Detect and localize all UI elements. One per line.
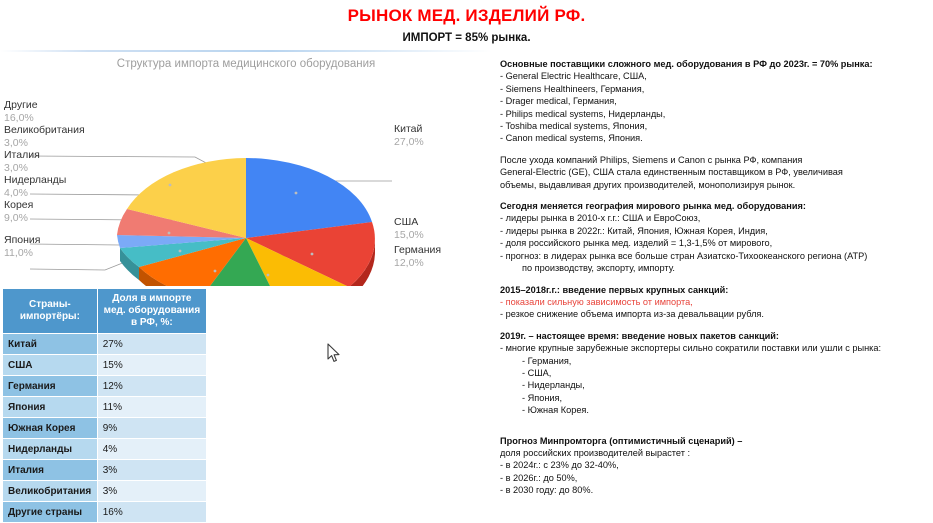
notes-s6-item: - в 2024г.: с 23% до 32-40%,	[500, 460, 619, 471]
page-title: РЫНОК МЕД. ИЗДЕЛИЙ РФ.	[347, 6, 586, 25]
cell-share: 3%	[97, 481, 206, 502]
table-row[interactable]	[3, 355, 207, 376]
notes-s1-heading: Основные поставщики сложного мед. оборудования в РФ до 2023г. = 70% рынка:	[500, 59, 873, 69]
notes-s4-item: - резкое снижение объема импорта из-за девальвации рубля.	[500, 309, 764, 320]
notes-s5-item: - Южная Корея.	[522, 405, 589, 416]
notes-s3-item: - лидеры рынка в 2022г.: Китай, Япония, Южная Корея, Индия,	[500, 225, 768, 236]
cell-country: Великобритания	[3, 481, 98, 502]
notes-s5-item: - Япония,	[522, 392, 563, 403]
table-row[interactable]	[3, 502, 207, 523]
notes-s5-lead: - многие крупные зарубежные экспортеры сильно сократили поставки или ушли с рынка:	[500, 343, 882, 354]
cell-country: Италия	[3, 460, 98, 481]
cell-country: Япония	[3, 397, 98, 418]
notes-s5-item: - Германия,	[522, 355, 572, 366]
table-row[interactable]	[3, 481, 207, 502]
pie-label-germany: Германия 12,0%	[394, 244, 442, 269]
spacer	[500, 426, 933, 435]
notes-s5-heading: 2019г. – настоящее время: введение новых пакетов санкций:	[500, 330, 779, 341]
pie-chart-card[interactable]	[0, 50, 492, 286]
cell-share: 15%	[97, 355, 206, 376]
chart-title: Структура импорта медицинского оборудования	[116, 58, 376, 70]
notes-s1-item: - Philips medical systems, Нидерланды,	[500, 108, 666, 119]
cell-country: Южная Корея	[3, 418, 98, 439]
notes-s1-item: - Toshiba medical systems, Япония,	[500, 121, 648, 132]
table-row[interactable]	[3, 460, 207, 481]
pie-label-netherlands: Нидерланды 4,0%	[4, 174, 67, 199]
notes-s3-heading: Сегодня меняется география мирового рынка мед. оборудования:	[500, 201, 806, 212]
import-share-table[interactable]	[2, 288, 207, 523]
table-body	[3, 334, 207, 523]
notes-s1-item: - Canon medical systems, Япония.	[500, 133, 643, 144]
table-row[interactable]	[3, 418, 207, 439]
pie-label-usa: США 15,0%	[394, 216, 424, 241]
notes-s1-item: - Siemens Healthineers, Германия,	[500, 83, 645, 94]
cell-share: 9%	[97, 418, 206, 439]
spacer	[500, 191, 933, 200]
cell-country: Китай	[3, 334, 98, 355]
cell-country: Нидерланды	[3, 439, 98, 460]
left-column	[0, 50, 492, 518]
notes-s3-item: - доля российского рынка мед. изделий = 1,3-1,5% от мирового,	[500, 238, 773, 249]
notes-s4-heading: 2015–2018г.г.: введение первых крупных санкций:	[500, 284, 729, 295]
cell-country: Другие страны	[3, 502, 98, 523]
table-row[interactable]	[3, 334, 207, 355]
notes-panel	[500, 58, 933, 497]
notes-s6-heading: Прогноз Минпромторга (оптимистичный сценарий) –	[500, 435, 743, 446]
spacer	[500, 275, 933, 284]
notes-s3-item-cont: по производству, экспорту, импорту.	[522, 263, 675, 274]
mouse-pointer-icon	[327, 343, 341, 363]
notes-s2-line: General-Electric (GE), США стала единственным поставщиком в РФ, увеличивая	[500, 167, 843, 178]
cell-share: 11%	[97, 397, 206, 418]
cell-share: 4%	[97, 439, 206, 460]
table-header-countries: Страны- импортёры:	[3, 289, 98, 334]
cell-share: 16%	[97, 502, 206, 523]
cell-share: 3%	[97, 460, 206, 481]
notes-s6-item: - в 2030 году: до 80%.	[500, 485, 594, 496]
pie-label-japan: Япония 11,0%	[4, 234, 41, 259]
notes-s2-line: объемы, выдавливая других производителей, монополизируя рынок.	[500, 179, 796, 190]
table-row[interactable]	[3, 397, 207, 418]
cell-country: США	[3, 355, 98, 376]
pie-label-uk: Великобритания 3,0%	[4, 124, 85, 149]
pie-chart[interactable]	[0, 51, 492, 286]
cell-country: Германия	[3, 376, 98, 397]
notes-s6-item: - в 2026г.: до 50%,	[500, 472, 578, 483]
table-row[interactable]	[3, 376, 207, 397]
notes-s3-item: - лидеры рынка в 2010-х г.г.: США и ЕвроСоюз,	[500, 213, 701, 224]
pie-label-china: Китай 27,0%	[394, 123, 424, 148]
spacer	[500, 145, 933, 154]
table-header-row	[3, 289, 207, 334]
pie-label-korea: Корея 9,0%	[4, 199, 34, 224]
notes-s5-item: - США,	[522, 367, 552, 378]
cell-share: 12%	[97, 376, 206, 397]
pie-label-other: Другие 16,0%	[4, 99, 38, 124]
notes-s6-lead: доля российских производителей вырастет :	[500, 447, 691, 458]
pie-label-italy: Италия 3,0%	[4, 149, 40, 174]
page-subtitle: ИМПОРТ = 85% рынка.	[402, 32, 531, 44]
table-row[interactable]	[3, 439, 207, 460]
notes-s1-item: - Drager medical, Германия,	[500, 96, 617, 107]
cell-share: 27%	[97, 334, 206, 355]
table-header-share: Доля в импорте мед. оборудования в РФ, %:	[97, 289, 206, 334]
notes-s2-line: После ухода компаний Philips, Siemens и Canon с рынка РФ, компания	[500, 154, 803, 165]
notes-s1-item: - General Electric Healthcare, США,	[500, 71, 647, 82]
notes-s4-red-item: - показали сильную зависимость от импорта,	[500, 296, 693, 307]
notes-s3-item: - прогноз: в лидерах рынка все больше стран Азиатско-Тихоокеанского региона (АТР)	[500, 250, 868, 261]
spacer	[500, 417, 933, 426]
pie-slices[interactable]	[117, 158, 375, 286]
spacer	[500, 321, 933, 330]
notes-s5-item: - Нидерланды,	[522, 380, 585, 391]
